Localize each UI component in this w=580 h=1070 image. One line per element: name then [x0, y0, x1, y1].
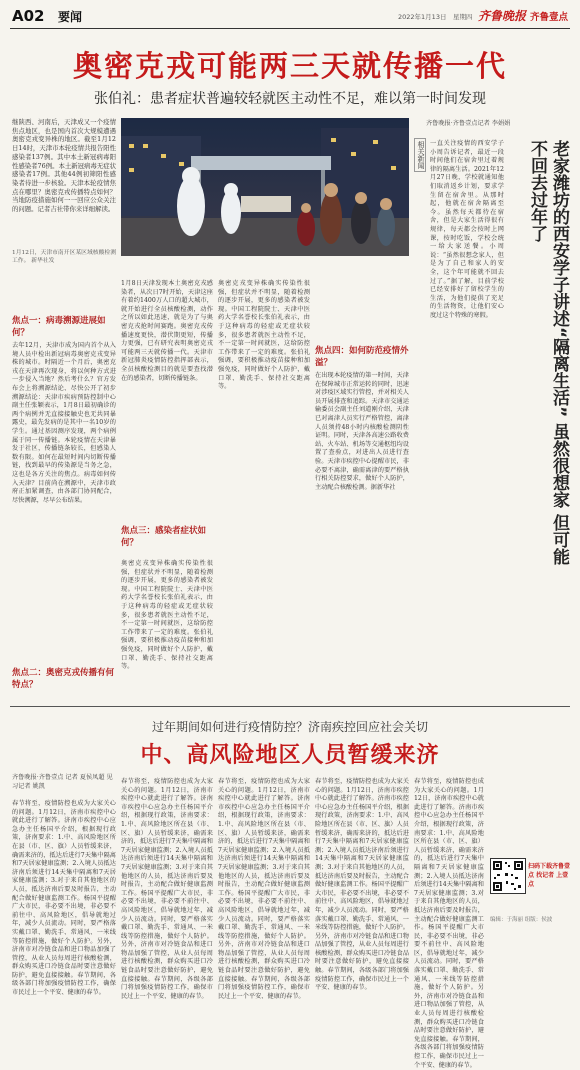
- bottom-text-col2: [121, 778, 213, 1000]
- sec1-title: 焦点一：病毒溯源进展如何？: [12, 316, 106, 338]
- sidebar-headline: 老家潍坊的西安学子讲述“隔离生活” 虽然很想家 但可能不回去过年了: [527, 140, 569, 566]
- bottom-headline: 中、高风险地区人员暂缓来济: [140, 743, 440, 768]
- page-number: A02: [12, 7, 45, 25]
- bottom-byline: 齐鲁晚报·齐鲁壹点 记者 夏侯凤超 见习记者 姚凯: [12, 774, 113, 790]
- header-rule: [10, 28, 570, 29]
- issue-weekday: 星期四: [453, 13, 473, 21]
- qr-caption: 扫码下载齐鲁壹点 找记者 上壹点: [528, 863, 571, 888]
- photo-caption: 1月12日，天津市南开区某区域核酸检测工作。 新华社发: [12, 250, 116, 264]
- sidebar-byline: 齐鲁晚报·齐鲁壹点记者 李娟娟: [426, 120, 511, 127]
- sec4-title: 焦点四：如何防范疫情外溢？: [315, 346, 409, 368]
- sec2-text: 1月8日天津发现本土奥密克戎感染者，从次日7时开始，天津这座有着约1400万人口的超大城市，就开始进行全员核酸检测，动作之所以如此迅速，就是为了与奥密克戎抢时间赛跑。奥密克戎传播速度更快，潜伏期更短，传播力更强，已有研究表明奥密克戎可能两三天就传播一代。天津市新冠肺炎疫情防控指挥部表示，全员核酸检测目的就是要查找潜在的感染者，切断传播链条。: [121, 280, 213, 382]
- sec1-text: 去年12月，天津市成为国内首个从入境人员中检出新冠病毒奥密克戎变异株的城市。时隔近一个月后，奥密克戎在天津再次现身，将以何种方式进一步侵入当地？然后考什么？官方发布会上将溯源结论、尽快公开了初步溯源结论：天津市疾病预防控制中心副主任张颖表示，1月8日最初确诊的两个病例并无直接接触史也无共同暴露史，最先发病的是其中一名10岁的学生。通过基因测序发现，两个病例属于同一传播链。本轮疫情在天津暴发于社区，传播链条较长，但感染人数有限。如何在最短时间内切断传播链，找到最早的传染源是当务之急，这也是各方关注的焦点。病毒如何传入天津？目前尚在溯源中，天津市政府正加紧调查，由各部门协同配合，尽快溯源，尽早公布结果。: [12, 342, 116, 504]
- editor-credits: 编辑：于海丽 组版：侯波: [490, 917, 553, 923]
- paper-logo: 齐鲁晚报: [478, 9, 527, 23]
- news-photo: [121, 118, 409, 256]
- sec3-title: 焦点三：感染者症状如何？: [121, 526, 207, 548]
- bottom-col3-text: 春节将至，疫情防控也成为大家关心的问题。1月12日，济南市疾控中心就此进行了解答。济南市疾控中心应急办主任杨国平介绍，根据现行政策，济南要求：1.中、高风险地区所在县（市、区、旗）人员暂缓来济，确需来济的，抵达后进行7天集中隔离和7天居家健康监测；2.入境人员抵达济南后须进行14天集中隔离和7天居家健康监测；3.对于来自其他地区的人员，抵达济南后要及时报告，主动配合做好健康监测工作。杨国平提醒广大市民，非必要不出境，非必要不前往中、高风险地区，倡导就地过年，减少人员流动。同时，要严格落实戴口罩、勤洗手、常通风、一米线等防控措施，做好个人防护。另外，济南市对冷链食品和进口物品加强了管控，从业人员每周进行核酸检测，群众购买进口冷链食品时要注意做好防护，避免直接接触。春节期间，各级各部门将加强疫情防控工作，确保市民过上一个平安、健康的春节。: [218, 778, 310, 1000]
- section-2: [12, 666, 116, 690]
- bottom-kicker: 过年期间如何进行疫情防控？济南疾控回应社会关切: [151, 720, 428, 734]
- main-subhead: 张伯礼：患者症状普遍较轻就医主动性不足，难以第一时间发现: [94, 91, 486, 107]
- section-divider: [10, 706, 570, 707]
- section-1: [12, 314, 116, 672]
- app-logo: 齐鲁壹点: [530, 12, 569, 23]
- bottom-text-col5: [414, 778, 484, 1069]
- sec3-text-cont: [218, 280, 310, 700]
- bottom-text-col3: [218, 778, 310, 1000]
- related-news-label: 相关新闻: [414, 138, 426, 172]
- section-3: [121, 524, 213, 548]
- qr-pattern: [491, 859, 525, 893]
- main-headline: 奥密克戎可能两三天就传播一代: [72, 49, 507, 83]
- sec2-title: 焦点二：奥密克戎传播有何特点？: [12, 668, 115, 690]
- sec4-text: 在出现本轮疫情的第一时间，天津在保障城市正常运转的同时，迅速对涉疫区域实行管控，并对相关人员开展排查和追踪。天津市交通运输委员会副主任刘道刚介绍，天津已对离津人员实行严格管控，离津人员须持48小时内核酸检测阴性证明。同时，天津各高速公路收费站、火车站、机场等交通枢纽均设置了查验点，对进出人员进行查验。天津市疾控中心提醒市民，非必要不离津，确需离津的要严格执行相关防控要求，做好个人防护，主动配合核酸检测。据新华社: [315, 372, 409, 491]
- page-header: [0, 0, 580, 30]
- bottom-col2-text: 春节将至，疫情防控也成为大家关心的问题。1月12日，济南市疾控中心就此进行了解答。济南市疾控中心应急办主任杨国平介绍，根据现行政策，济南要求：1.中、高风险地区所在县（市、区、旗）人员暂缓来济，确需来济的，抵达后进行7天集中隔离和7天居家健康监测；2.入境人员抵达济南后须进行14天集中隔离和7天居家健康监测；3.对于来自其他地区的人员，抵达济南后要及时报告，主动配合做好健康监测工作。杨国平提醒广大市民，非必要不出境，非必要不前往中、高风险地区，倡导就地过年，减少人员流动。同时，要严格落实戴口罩、勤洗手、常通风、一米线等防控措施，做好个人防护。另外，济南市对冷链食品和进口物品加强了管控，从业人员每周进行核酸检测，群众购买进口冷链食品时要注意做好防护，避免直接接触。春节期间，各级各部门将加强疫情防控工作，确保市民过上一个平安、健康的春节。: [121, 778, 213, 1000]
- bottom-text-col4: [315, 778, 409, 992]
- bottom-col5-text: 春节将至，疫情防控也成为大家关心的问题。1月12日，济南市疾控中心就此进行了解答。济南市疾控中心应急办主任杨国平介绍，根据现行政策，济南要求：1.中、高风险地区所在县（市、区、旗）人员暂缓来济，确需来济的，抵达后进行7天集中隔离和7天居家健康监测；2.入境人员抵达济南后须进行14天集中隔离和7天居家健康监测；3.对于来自其他地区的人员，抵达济南后要及时报告，主动配合做好健康监测工作。杨国平提醒广大市民，非必要不出境，非必要不前往中、高风险地区，倡导就地过年，减少人员流动。同时，要严格落实戴口罩、勤洗手、常通风、一米线等防控措施，做好个人防护。另外，济南市对冷链食品和进口物品加强了管控，从业人员每周进行核酸检测，群众购买进口冷链食品时要注意做好防护，避免直接接触。春节期间，各级各部门将加强疫情防控工作，确保市民过上一个平安、健康的春节。: [414, 778, 484, 1069]
- sidebar-text: 一直关注疫情的西安学子小周告诉记者，最近一段时间他们在宿舍里过着规律的隔离生活。2021年12月27日晚，学校就通知他们取消返乡计划，要求学生留在宿舍里。从那时起，他就在宿舍隔离至今。虽然每天都待在宿舍，但是大家生活得很有规律，每天都会按时上网课，按时吃饭，学校会统一给大家送餐。小周说：“虽然很想念家人，但是为了自己和家人的安全，这个年可能就不回去过了。”据了解，目前学校已经安排好了留校学生的生活，为他们提供了充足的生活物资，让他们安心度过这个特殊的寒假。: [430, 140, 504, 319]
- section-label: 要闻: [58, 10, 83, 24]
- sec3-continuation: 奥密克戎变异株确实传染性很强，但症状并不明显，随着检测的逐步开展，更多的感染者被发现。中国工程院院士、天津中医药大学名誉校长张伯礼表示，由于这种病毒的轻症或无症状较多，很多患者就医主动性不足，不一定第一时间就医，这给防控工作带来了一定的难度。张伯礼强调，要积极推动疫苗接种和加强免疫，同时做好个人防护，戴口罩、勤洗手、保持社交距离等。: [218, 280, 310, 391]
- lead-text: 继陕西、河南后，天津成又一个疫情焦点地区，也是国内首次大规模遭遇奥密克戎变异株的地区。截至1月12日14时，天津市本轮疫情共报告阳性感染者137例。其中本土新冠病毒阳性感染者76例。本土新冠病毒无症状感染者17例。其他44例初筛阳性感染者待进一步核验。天津本轮疫情焦点在哪里？奥密克戎传播特点如何？当地防疫措施如何一一回应公众关注的问题。记者吉社带你来详细解读。: [12, 118, 116, 214]
- issue-date: 2022年1月13日: [398, 13, 447, 21]
- bottom-text: 春节将至，疫情防控也成为大家关心的问题。1月12日，济南市疾控中心就此进行了解答。济南市疾控中心应急办主任杨国平介绍，根据现行政策，济南要求：1.中、高风险地区所在县（市、区、旗）人员暂缓来济，确需来济的，抵达后进行7天集中隔离和7天居家健康监测；2.入境人员抵达济南后须进行14天集中隔离和7天居家健康监测；3.对于来自其他地区的人员，抵达济南后要及时报告，主动配合做好健康监测工作。杨国平提醒广大市民，非必要不出境，非必要不前往中、高风险地区，倡导就地过年，减少人员流动。同时，要严格落实戴口罩、勤洗手、常通风、一米线等防控措施，做好个人防护。另外，济南市对冷链食品和进口物品加强了管控，从业人员每周进行核酸检测，群众购买进口冷链食品时要注意做好防护，避免直接接触。春节期间，各级各部门将加强疫情防控工作，确保市民过上一个平安、健康的春节。: [12, 800, 116, 997]
- night-testing-scene: [121, 118, 409, 256]
- section-4: [315, 344, 409, 712]
- bottom-col4-text: 春节将至，疫情防控也成为大家关心的问题。1月12日，济南市疾控中心就此进行了解答。济南市疾控中心应急办主任杨国平介绍，根据现行政策，济南要求：1.中、高风险地区所在县（市、区、旗）人员暂缓来济，确需来济的，抵达后进行7天集中隔离和7天居家健康监测；2.入境人员抵达济南后须进行14天集中隔离和7天居家健康监测；3.对于来自其他地区的人员，抵达济南后要及时报告，主动配合做好健康监测工作。杨国平提醒广大市民，非必要不出境，非必要不前往中、高风险地区，倡导就地过年，减少人员流动。同时，要严格落实戴口罩、勤洗手、常通风、一米线等防控措施，做好个人防护。另外，济南市对冷链食品和进口物品加强了管控，从业人员每周进行核酸检测，群众购买进口冷链食品时要注意做好防护，避免直接接触。春节期间，各级各部门将加强疫情防控工作，确保市民过上一个平安、健康的春节。: [315, 778, 409, 992]
- sec3-text: 奥密克戎变异株确实传染性很强，但症状并不明显，随着检测的逐步开展，更多的感染者被发现。中国工程院院士、天津中医药大学名誉校长张伯礼表示，由于这种病毒的轻症或无症状较多，很多患者就医主动性不足，不一定第一时间就医，这给防控工作带来了一定的难度。张伯礼强调，要积极推动疫苗接种和加强免疫，同时做好个人防护，戴口罩、勤洗手、保持社交距离等。: [121, 560, 213, 671]
- related-news-sidebar: [414, 118, 570, 678]
- qr-code[interactable]: [490, 858, 526, 894]
